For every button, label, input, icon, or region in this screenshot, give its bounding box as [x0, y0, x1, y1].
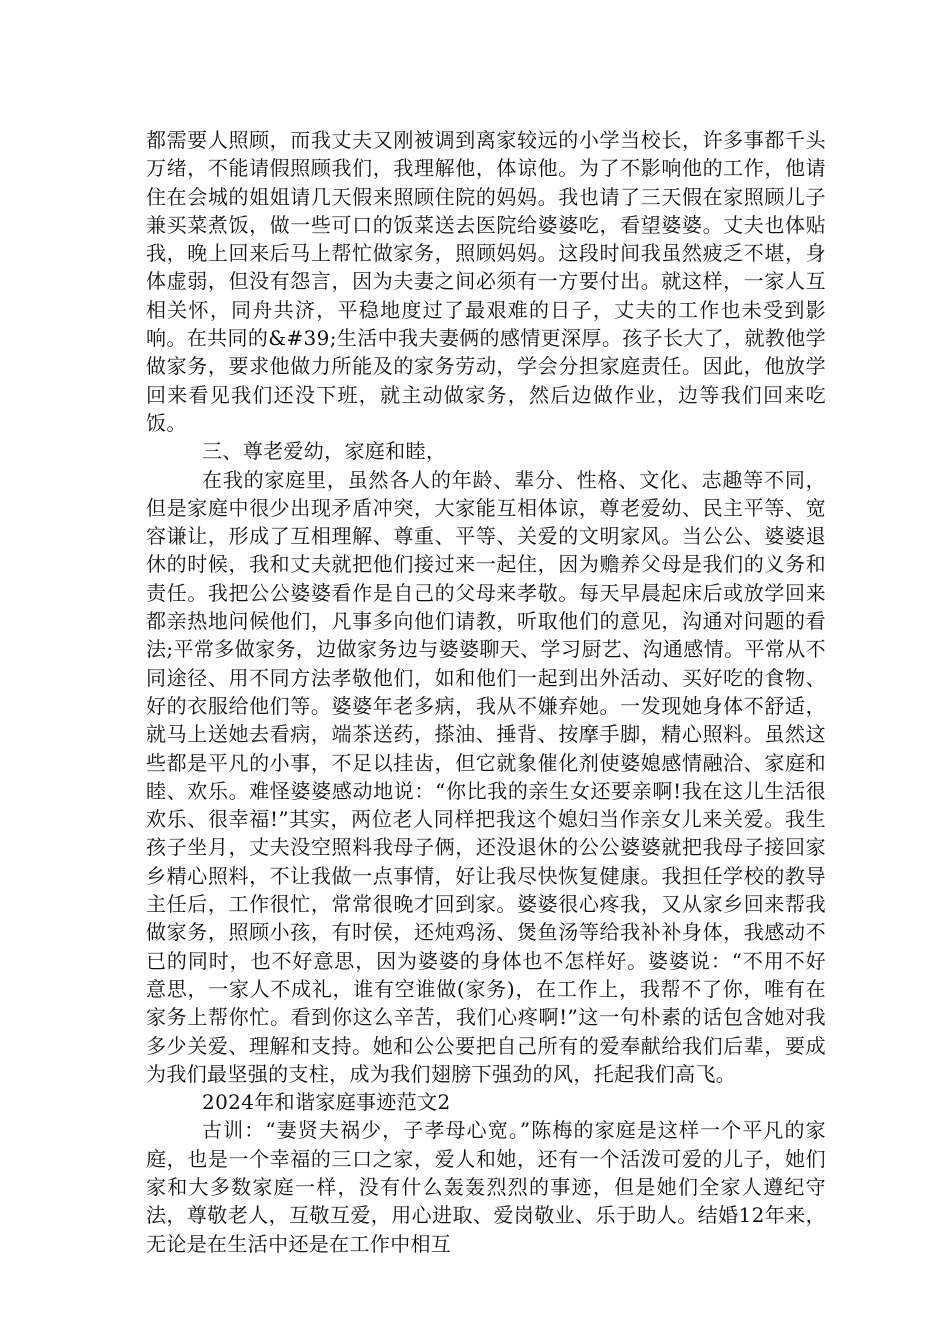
paragraph-chen-mei-family: 古训：“妻贤夫祸少，子孝母心宽。”陈梅的家庭是这样一个平凡的家庭，也是一个幸福的三口之家，爱人和她，还有一个活泼可爱的儿子，她们家和大多数家庭一样，没有什么轰轰烈烈的事迹，但是她们全家人遵纪守法，尊敬老人，互敬互爱，用心进取、爱岗敬业、乐于助人。结婚12年来，无论是在生活中还是在工作中相互 — [146, 1118, 826, 1256]
section-heading-respect-elders: 三、尊老爱幼，家庭和睦， — [202, 439, 447, 464]
document-body — [146, 126, 826, 1258]
section-heading-example-2: 2024年和谐家庭事迹范文2 — [202, 1090, 451, 1115]
paragraph-family-support: 都需要人照顾，而我丈夫又刚被调到离家较远的小学当校长，许多事都千头万绪，不能请假照顾我们，我理解他，体谅他。为了不影响他的工作，他请住在会城的姐姐请几天假来照顾住院的妈妈。我也请了三天假在家照顾儿子兼买菜煮饭，做一些可口的饭菜送去医院给婆婆吃，看望婆婆。丈夫也体贴我，晚上回来后马上帮忙做家务，照顾妈妈。这段时间我虽然疲乏不堪，身体虚弱，但没有怨言，因为夫妻之间必须有一方要付出。就这样，一家人互相关怀，同舟共济，平稳地度过了最艰难的日子，丈夫的工作也未受到影响。在共同的&#39;生活中我夫妻俩的感情更深厚。孩子长大了，就教他学做家务，要求他做力所能及的家务劳动，学会分担家庭责任。因此，他放学回来看见我们还没下班，就主动做家务，然后边做作业，边等我们回来吃饭。 — [146, 128, 826, 435]
paragraph-respect-elders: 在我的家庭里，虽然各人的年龄、辈分、性格、文化、志趣等不同，但是家庭中很少出现矛盾冲突，大家能互相体谅，尊老爱幼、民主平等、宽容谦让，形成了互相理解、尊重、平等、关爱的文明家风。当公公、婆婆退休的时候，我和丈夫就把他们接过来一起住，因为赡养父母是我们的义务和责任。我把公公婆婆看作是自己的父母来孝敬。每天早晨起床后或放学回来都亲热地问候他们，凡事多向他们请教，听取他们的意见，沟通对问题的看法;平常多做家务，边做家务边与婆婆聊天、学习厨艺、沟通感情。平常从不同途径、用不同方法孝敬他们，如和他们一起到出外活动、买好吃的食物、好的衣服给他们等。婆婆年老多病，我从不嫌弃她。一发现她身体不舒适，就马上送她去看病，端茶送药，搽油、捶背、按摩手脚，精心照料。虽然这些都是平凡的小事，不足以挂齿，但它就象催化剂使婆媳感情融洽、家庭和睦、欢乐。难怪婆婆感动地说：“你比我的亲生女还要亲啊!我在这儿生活很欢乐、很幸福!”其实，两位老人同样把我这个媳妇当作亲女儿来关爱。我生孩子坐月，丈夫没空照料我母子俩，还没退休的公公婆婆就把我母子接回家乡精心照料，不让我做一点事情，好让我尽快恢复健康。我担任学校的教导主任后，工作很忙，常常很晚才回到家。婆婆很心疼我，又从家乡回来帮我做家务，照顾小孩，有时侯，还炖鸡汤、煲鱼汤等给我补补身体，我感动不已的同时，也不好意思，因为婆婆的身体也不怎样好。婆婆说：“不用不好意思，一家人不成礼，谁有空谁做(家务)，在工作上，我帮不了你，唯有在家务上帮你忙。看到你这么辛苦，我们心疼啊!”这一句朴素的话包含她对我多少关爱、理解和支持。她和公公要把自己所有的爱奉献给我们后辈，要成为我们最坚强的支柱，成为我们翅膀下强劲的风，托起我们高飞。 — [146, 467, 826, 1086]
